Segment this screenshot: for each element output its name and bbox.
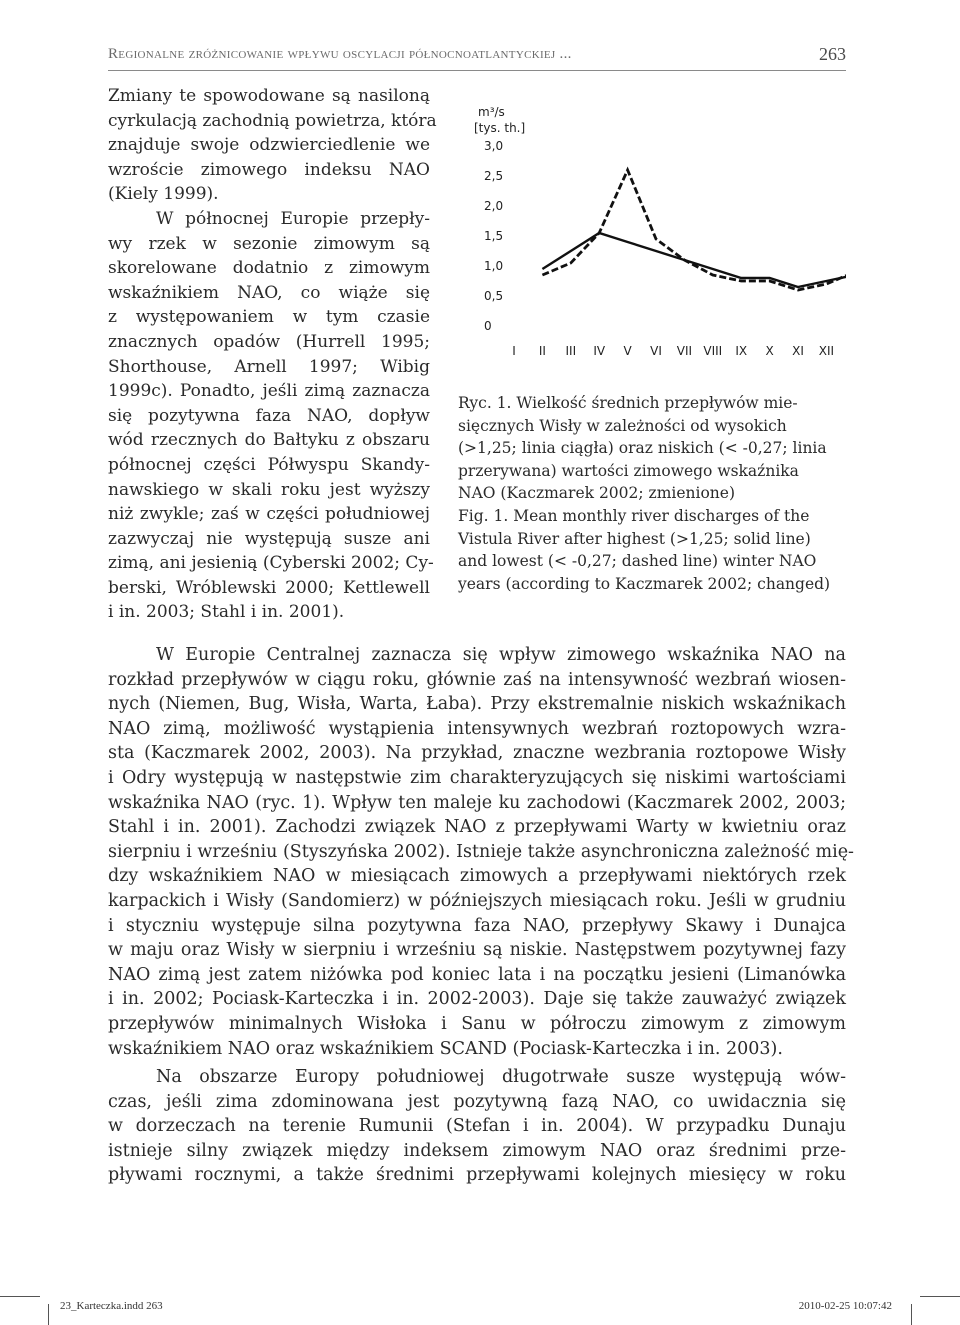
- crop-mark: [911, 1304, 912, 1325]
- caption-line: Fig. 1. Mean monthly river discharges of the: [458, 506, 810, 525]
- caption-line: przerywana) wartości zimowego wskaźnika: [458, 461, 799, 480]
- figure-chart: [456, 98, 846, 368]
- text-line: czas, jeśli zima zdominowana jest pozytywną fazą NAO, co uwidacznia się: [108, 1091, 846, 1112]
- text-line: cyrkulacją zachodnią powietrza, która: [108, 110, 437, 131]
- text-line: zimą, ani jesienią (Cyberski 2002; Cy-: [108, 553, 434, 574]
- y-tick-label: 2,0: [484, 199, 504, 213]
- text-line: sta (Kaczmarek 2002, 2003). Na przykład, znaczne wezbrania roztopowe Wisły: [108, 743, 846, 764]
- x-tick-label: II: [538, 344, 546, 358]
- footer-timestamp: 2010-02-25 10:07:42: [798, 1300, 892, 1312]
- running-title: Regionalne zróżnicowanie wpływu oscylacji północnoatlantyckiej ...: [108, 46, 572, 62]
- text-line: niż zwykle; zaś w części południowej: [108, 504, 430, 525]
- x-tick-label: III: [565, 344, 577, 358]
- text-line: Shorthouse, Arnell 1997; Wibig: [108, 356, 430, 377]
- text-line: i Odry występują w następstwie zim charakteryzujących się niskimi wartościami: [108, 767, 846, 788]
- text-line: 1999c). Ponadto, jeśli zimą zaznacza: [108, 381, 430, 402]
- running-header: [108, 44, 846, 71]
- text-line: wy rzek w sezonie zimowym są: [108, 233, 430, 254]
- text-line: rozkład przepływów w ciągu roku, głównie zaś na intensywność wezbrań wiosen-: [108, 669, 846, 690]
- x-tick-label: VIII: [703, 344, 723, 358]
- x-tick-label: XII: [818, 344, 835, 358]
- x-tick-label: I: [512, 344, 516, 358]
- caption-line: sięcznych Wisły w zależności od wysokich: [458, 416, 787, 435]
- text-line: berski, Wróblewski 2000; Kettlewell: [108, 577, 430, 598]
- text-line: Stahl i in. 2001). Zachodzi związek NAO z przepływami Warty w kwietniu oraz: [108, 817, 846, 838]
- figure-caption: [458, 392, 850, 595]
- y-axis-unit: m³/s: [478, 105, 505, 119]
- x-tick-label: IV: [593, 344, 606, 358]
- text-line: W północnej Europie przepły-: [156, 208, 430, 229]
- y-tick-label: 2,5: [484, 169, 504, 183]
- text-line: wzroście zimowego indeksu NAO: [108, 159, 430, 180]
- text-line: sierpniu i wrześniu (Styszyńska 2002). Istnieje także asynchroniczna zależność mię-: [108, 841, 854, 862]
- text-line: i in. 2002; Pociask-Karteczka i in. 2002-2003). Daje się także zauważyć związek: [108, 989, 846, 1010]
- crop-mark: [48, 1304, 49, 1325]
- caption-line: (>1,25; linia ciągła) oraz niskich (< -0,27; linia: [458, 439, 827, 458]
- caption-line: NAO (Kaczmarek 2002; zmienione): [458, 484, 736, 503]
- y-tick-label: 1,0: [484, 259, 504, 273]
- paragraph-2: [108, 207, 434, 625]
- text-line: się pozytywna faza NAO, dopływ: [108, 405, 430, 426]
- text-line: z występowaniem w tym czasie: [108, 307, 430, 328]
- text-line: wskaźnikiem NAO oraz wskaźnikiem SCAND (Pociask-Karteczka i in. 2003).: [108, 1038, 783, 1059]
- text-line: wód rzecznych do Bałtyku z obszaru: [108, 430, 430, 451]
- text-line: NAO zimą, możliwość wystąpienia intensywnych wezbrań roztopowych wzra-: [108, 718, 846, 739]
- text-line: przepływów minimalnych Wisłoka i Sanu w półroczu zimowym z zimowym: [108, 1013, 846, 1034]
- footer-filename: 23_Karteczka.indd 263: [60, 1300, 163, 1312]
- x-tick-label: XI: [792, 344, 804, 358]
- page-number: 263: [819, 44, 846, 64]
- text-line: karpackich i Wisły (Sandomierz) w późniejszych miesiącach roku. Jeśli w grudniu: [108, 890, 846, 911]
- line-chart: [456, 98, 846, 368]
- text-line: skorelowane dodatnio z zimowym: [108, 258, 430, 279]
- text-line: (Kiely 1999).: [108, 184, 219, 205]
- y-tick-label: 0,5: [484, 289, 504, 303]
- crop-mark: [920, 1296, 960, 1297]
- text-line: W Europie Centralnej zaznacza się wpływ zimowego wskaźnika NAO na: [156, 645, 846, 665]
- text-line: północnej części Półwyspu Skandy-: [108, 454, 430, 475]
- x-tick-label: VII: [676, 344, 693, 358]
- text-line: znajduje swoje odzwierciedlenie we: [108, 135, 430, 156]
- text-line: dzy wskaźnikiem NAO w miesiącach zimowych a przepływami niektórych rzek: [108, 866, 846, 887]
- text-line: pływami rocznymi, a także średnimi przepływami kolejnych miesięcy w roku: [108, 1165, 846, 1186]
- text-line: znacznych opadów (Hurrell 1995;: [108, 331, 430, 352]
- text-line: nawskiego w skali roku jest wyższy: [108, 479, 430, 500]
- text-line: w maju oraz Wisły w sierpniu i wrześniu są niskie. Następstwem pozytywnej fazy: [108, 940, 846, 961]
- text-line: wskaźnikiem NAO, co wiąże się: [108, 282, 430, 303]
- dashed-series-line: [542, 170, 846, 290]
- y-tick-label: 0: [484, 319, 492, 333]
- text-line: Zmiany te spowodowane są nasiloną: [108, 86, 430, 106]
- solid-series-line: [542, 233, 846, 287]
- text-line: wskaźnika NAO (ryc. 1). Wpływ ten maleje ku zachodowi (Kaczmarek 2002, 2003;: [108, 792, 846, 813]
- x-tick-label: VI: [650, 344, 662, 358]
- text-line: istnieje silny związek między indeksem zimowym NAO oraz średnimi prze-: [108, 1140, 846, 1161]
- caption-line: and lowest (< -0,27; dashed line) winter NAO: [458, 552, 817, 571]
- paragraph-4: [108, 1065, 846, 1188]
- crop-mark: [0, 1296, 40, 1297]
- caption-line: years (according to Kaczmarek 2002; changed): [458, 574, 831, 593]
- y-tick-label: 3,0: [484, 139, 504, 153]
- caption-line: Ryc. 1. Wielkość średnich przepływów mie-: [458, 394, 798, 412]
- text-line: Na obszarze Europy południowej długotrwałe susze występują wów-: [156, 1067, 846, 1087]
- text-line: w dorzeczach na terenie Rumunii (Stefan i in. 2004). W przypadku Dunaju: [108, 1116, 846, 1137]
- paragraph-3: [108, 643, 854, 1061]
- left-column-text: [108, 84, 437, 625]
- text-line: zazwyczaj nie występują susze ani: [108, 528, 430, 549]
- text-line: NAO zimą jest zatem niżówka pod koniec lata i na początku jesieni (Limanówka: [108, 964, 846, 985]
- print-footer: [0, 1296, 960, 1325]
- text-line: nych (Niemen, Bug, Wisła, Warta, Łaba). Przy ekstremalnie niskich wskaźnikach: [108, 694, 846, 715]
- paragraph-1: [108, 84, 437, 207]
- y-axis-unit-sub: [tys. th.]: [474, 121, 526, 135]
- x-tick-label: X: [765, 344, 774, 358]
- y-tick-label: 1,5: [484, 229, 504, 243]
- caption-line: Vistula River after highest (>1,25; solid line): [458, 529, 811, 548]
- text-line: i styczniu występuje silna pozytywna faza NAO, przepływy Skawy i Dunajca: [108, 915, 846, 936]
- text-line: i in. 2003; Stahl i in. 2001).: [108, 602, 345, 623]
- x-tick-label: V: [623, 344, 632, 358]
- x-tick-label: IX: [735, 344, 748, 358]
